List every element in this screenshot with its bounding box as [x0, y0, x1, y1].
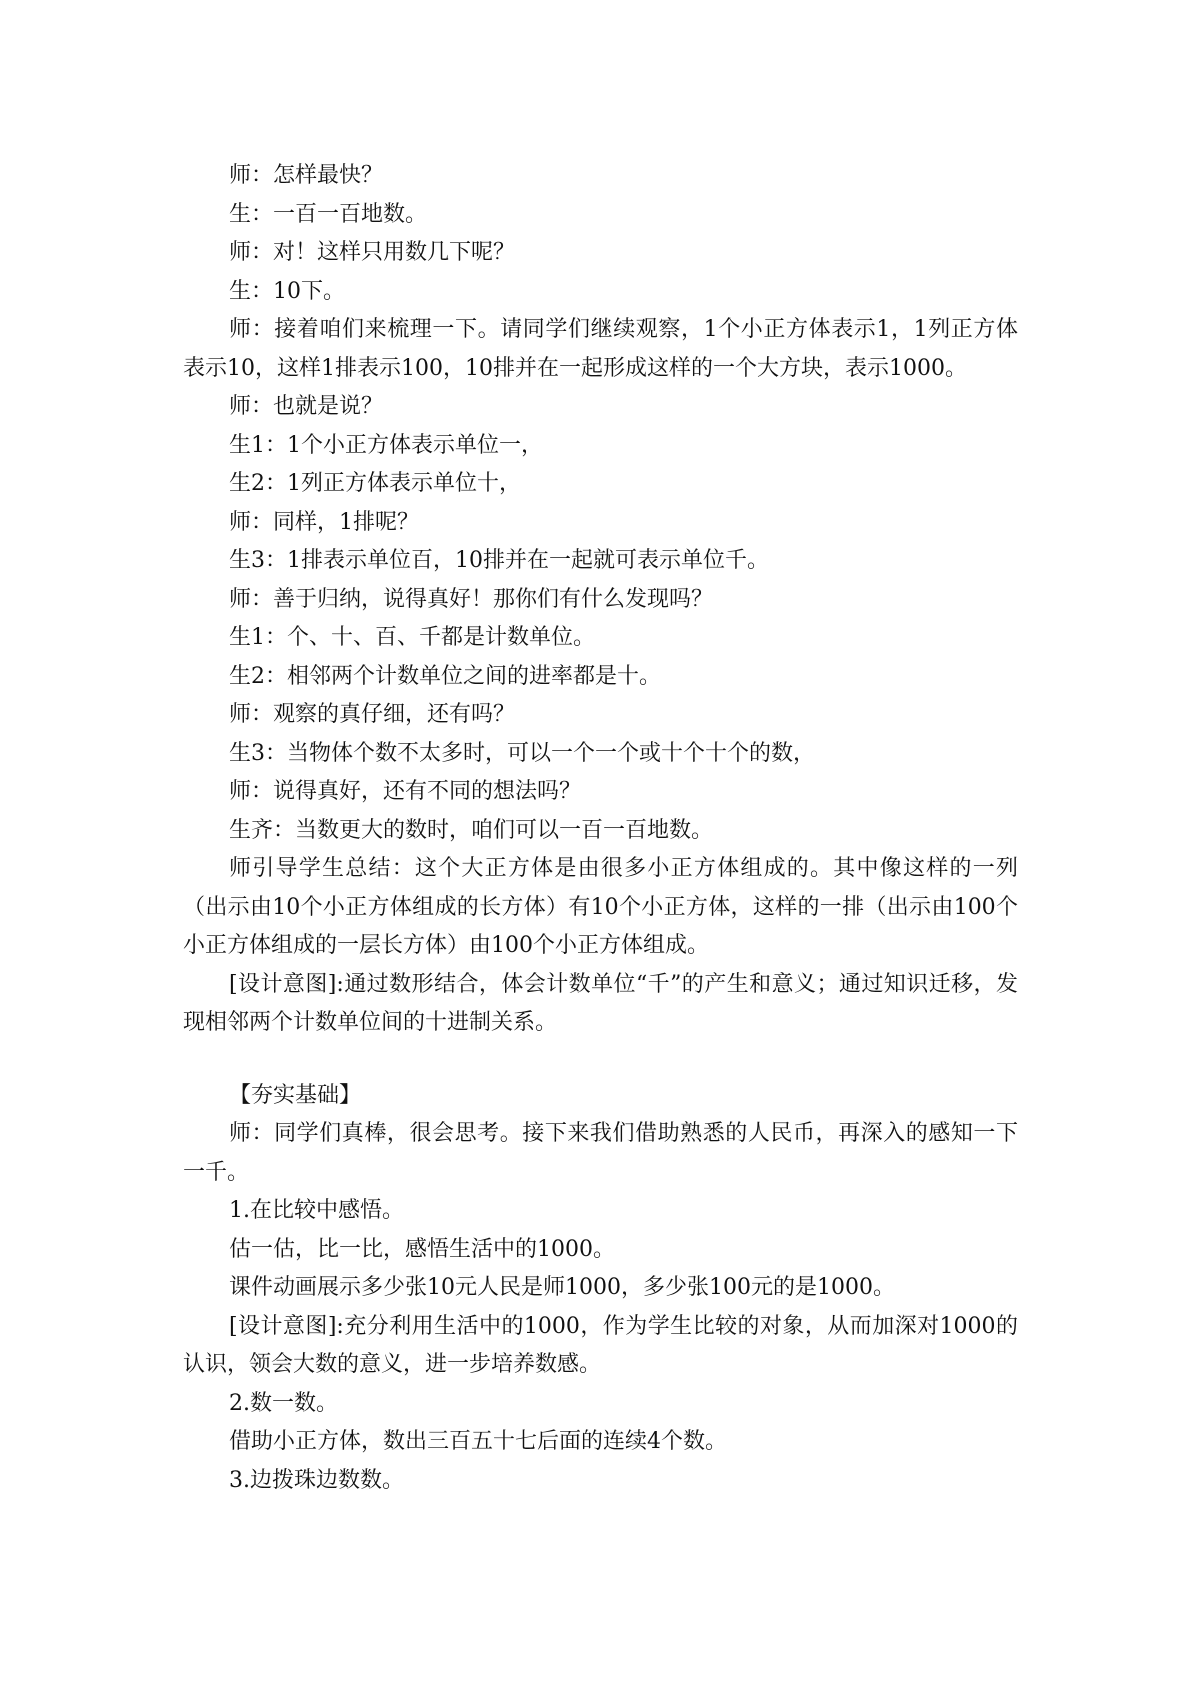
paragraph-27: 借助小正方体，数出三百五十七后面的连续4个数。 [229, 1429, 727, 1454]
paragraph-11: 师：善于归纳，说得真好！那你们有什么发现吗？ [229, 586, 714, 612]
section-heading: 【夯实基础】 [229, 1082, 362, 1108]
paragraph-23: 估一估，比一比，感悟生活中的1000。 [229, 1236, 615, 1262]
lesson-transcript [183, 157, 1018, 1500]
paragraph-7: 生1：1个小正方体表示单位一， [229, 432, 543, 458]
paragraph-14: 师：观察的真仔细，还有吗？ [229, 702, 516, 727]
paragraph-12: 生1：个、十、百、千都是计数单位。 [229, 625, 595, 650]
paragraph-10: 生3：1排表示单位百，10排并在一起就可表示单位千。 [229, 548, 769, 573]
step-2-heading: 2.数一数。 [229, 1390, 338, 1416]
paragraph-3: 师：对！这样只用数几下呢？ [229, 240, 516, 265]
paragraph-13: 生2：相邻两个计数单位之间的进率都是十。 [229, 663, 661, 689]
paragraph-2: 生：一百一百地数。 [229, 201, 428, 227]
step-1-heading: 1.在比较中感悟。 [229, 1198, 404, 1223]
paragraph-1: 师：怎样最快？ [229, 163, 384, 188]
paragraph-18: 师引导学生总结：这个大正方体是由很多小正方体组成的。其中像这样的一列（出示由10个小正方体组成的长方体）有10个小正方体，这样的一排（出示由100个小正方体组成的一层长方体）由100个小正方体组成。 [183, 856, 1018, 958]
step-3-heading: 3.边拨珠边数数。 [229, 1467, 404, 1493]
paragraph-24: 课件动画展示多少张10元人民是师1000，多少张100元的是1000。 [229, 1275, 895, 1300]
paragraph-9: 师：同样，1排呢？ [229, 509, 419, 535]
design-intent-note-1: [设计意图]:通过数形结合，体会计数单位“千”的产生和意义；通过知识迁移，发现相邻两个计数单位间的十进制关系。 [183, 971, 1018, 1035]
design-intent-note-2: [设计意图]:充分利用生活中的1000，作为学生比较的对象，从而加深对1000的认识，领会大数的意义，进一步培养数感。 [183, 1313, 1018, 1377]
paragraph-21: 师：同学们真棒，很会思考。接下来我们借助熟悉的人民币，再深入的感知一下一千。 [183, 1121, 1018, 1185]
paragraph-17: 生齐：当数更大的数时，咱们可以一百一百地数。 [229, 817, 714, 843]
paragraph-16: 师：说得真好，还有不同的想法吗？ [229, 779, 582, 804]
paragraph-5: 师：接着咱们来梳理一下。请同学们继续观察，1个小正方体表示1，1列正方体表示10，这样1排表示100，10排并在一起形成这样的一个大方块，表示1000。 [183, 317, 1018, 381]
paragraph-6: 师：也就是说？ [229, 394, 384, 419]
paragraph-8: 生2：1列正方体表示单位十， [229, 471, 521, 496]
paragraph-15: 生3：当物体个数不太多时，可以一个一个或十个十个的数， [229, 740, 815, 766]
paragraph-4: 生：10下。 [229, 278, 345, 304]
